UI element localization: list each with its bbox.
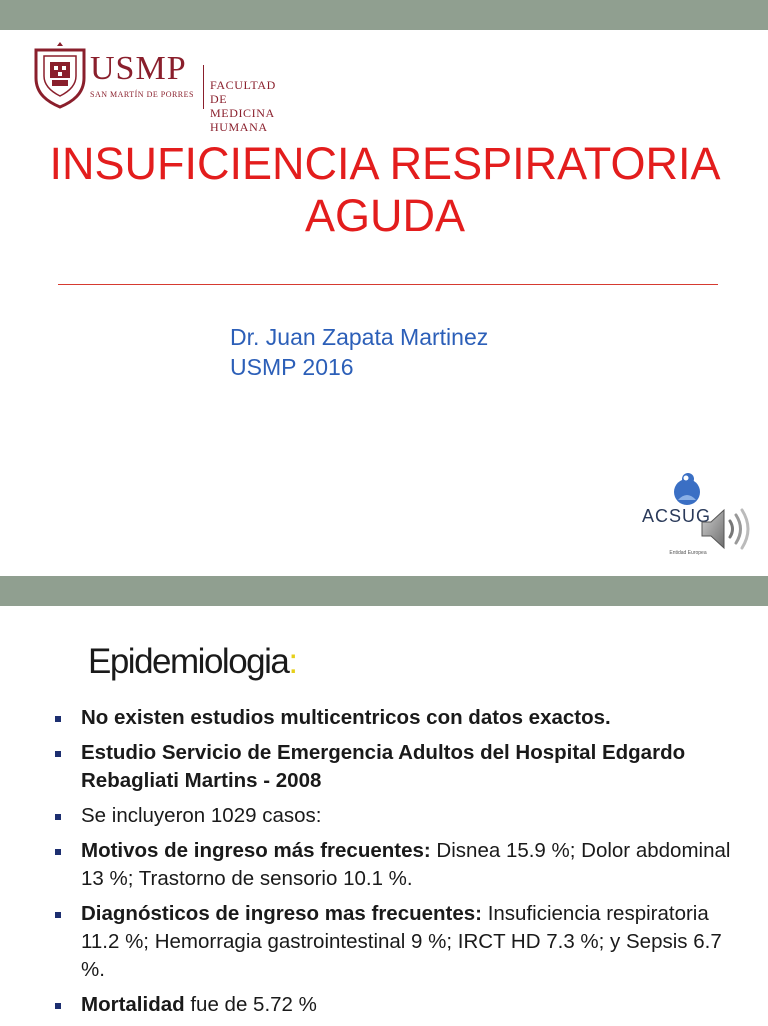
slide-separator-band (0, 576, 768, 606)
acsug-wordmark: ACSUG (642, 506, 712, 526)
faculty-line-1: FACULTAD DE (210, 78, 276, 106)
bullet-bold-text: Diagnósticos de ingreso mas frecuentes: (81, 902, 483, 925)
speaker-icon[interactable] (698, 506, 750, 552)
university-shield-icon (30, 40, 90, 110)
bullet-text: fue de 5.72 % (184, 993, 317, 1016)
bullet-marker-icon (55, 849, 61, 855)
top-band (0, 0, 768, 30)
author-affiliation: USMP 2016 (230, 354, 354, 380)
bullet-bold-text: Mortalidad (81, 993, 185, 1016)
bullet-item (54, 900, 744, 984)
bullet-item (54, 837, 744, 893)
usmp-subtitle: SAN MARTÍN DE PORRES (90, 90, 194, 99)
bullet-bold-text: Estudio Servicio de Emergencia Adultos del Hospital Edgardo Rebagliati Martins - 2008 (81, 741, 686, 792)
bullet-item (54, 704, 744, 732)
title-slide (0, 30, 768, 576)
section-heading-colon: : (288, 642, 297, 681)
bullet-marker-icon (55, 912, 61, 918)
faculty-line-2: MEDICINA HUMANA (210, 106, 275, 134)
logo-divider (203, 65, 204, 109)
usmp-wordmark: USMP (90, 50, 187, 87)
slide-title (40, 138, 730, 242)
bullet-item (54, 802, 744, 830)
bullet-text: Insuficiencia respiratoria 11.2 %; Hemorragia gastrointestinal 9 %; IRCT HD 7.3 %; y Sepsis 6.7 %. (81, 902, 722, 981)
bullet-text: Disnea 15.9 %; Dolor abdominal 13 %; Trastorno de sensorio 10.1 %. (81, 839, 731, 890)
bullet-bold-text: Motivos de ingreso más frecuentes: (81, 839, 431, 862)
bullet-item (54, 991, 744, 1019)
slide-title-line-2: AGUDA (304, 190, 466, 241)
author-block (230, 322, 488, 382)
bullet-item (54, 739, 744, 795)
section-heading-text: Epidemiologia (88, 642, 289, 681)
bullet-marker-icon (55, 751, 61, 757)
bullet-text: Se incluyeron 1029 casos: (81, 804, 322, 827)
title-divider (58, 284, 718, 285)
acsug-figure-icon (670, 470, 704, 506)
epidemiology-slide (0, 606, 768, 1024)
epidemiology-bullet-list (54, 704, 744, 1026)
bullet-marker-icon (55, 814, 61, 820)
bullet-bold-text: No existen estudios multicentricos con datos exactos. (81, 706, 611, 729)
faculty-label (210, 78, 276, 134)
bullet-marker-icon (55, 1003, 61, 1009)
slide-title-line-1: INSUFICIENCIA RESPIRATORIA (49, 138, 721, 189)
acsug-entity: Entidad Europea (669, 550, 707, 556)
section-heading (88, 640, 297, 684)
bullet-marker-icon (55, 716, 61, 722)
author-name: Dr. Juan Zapata Martinez (230, 324, 489, 350)
